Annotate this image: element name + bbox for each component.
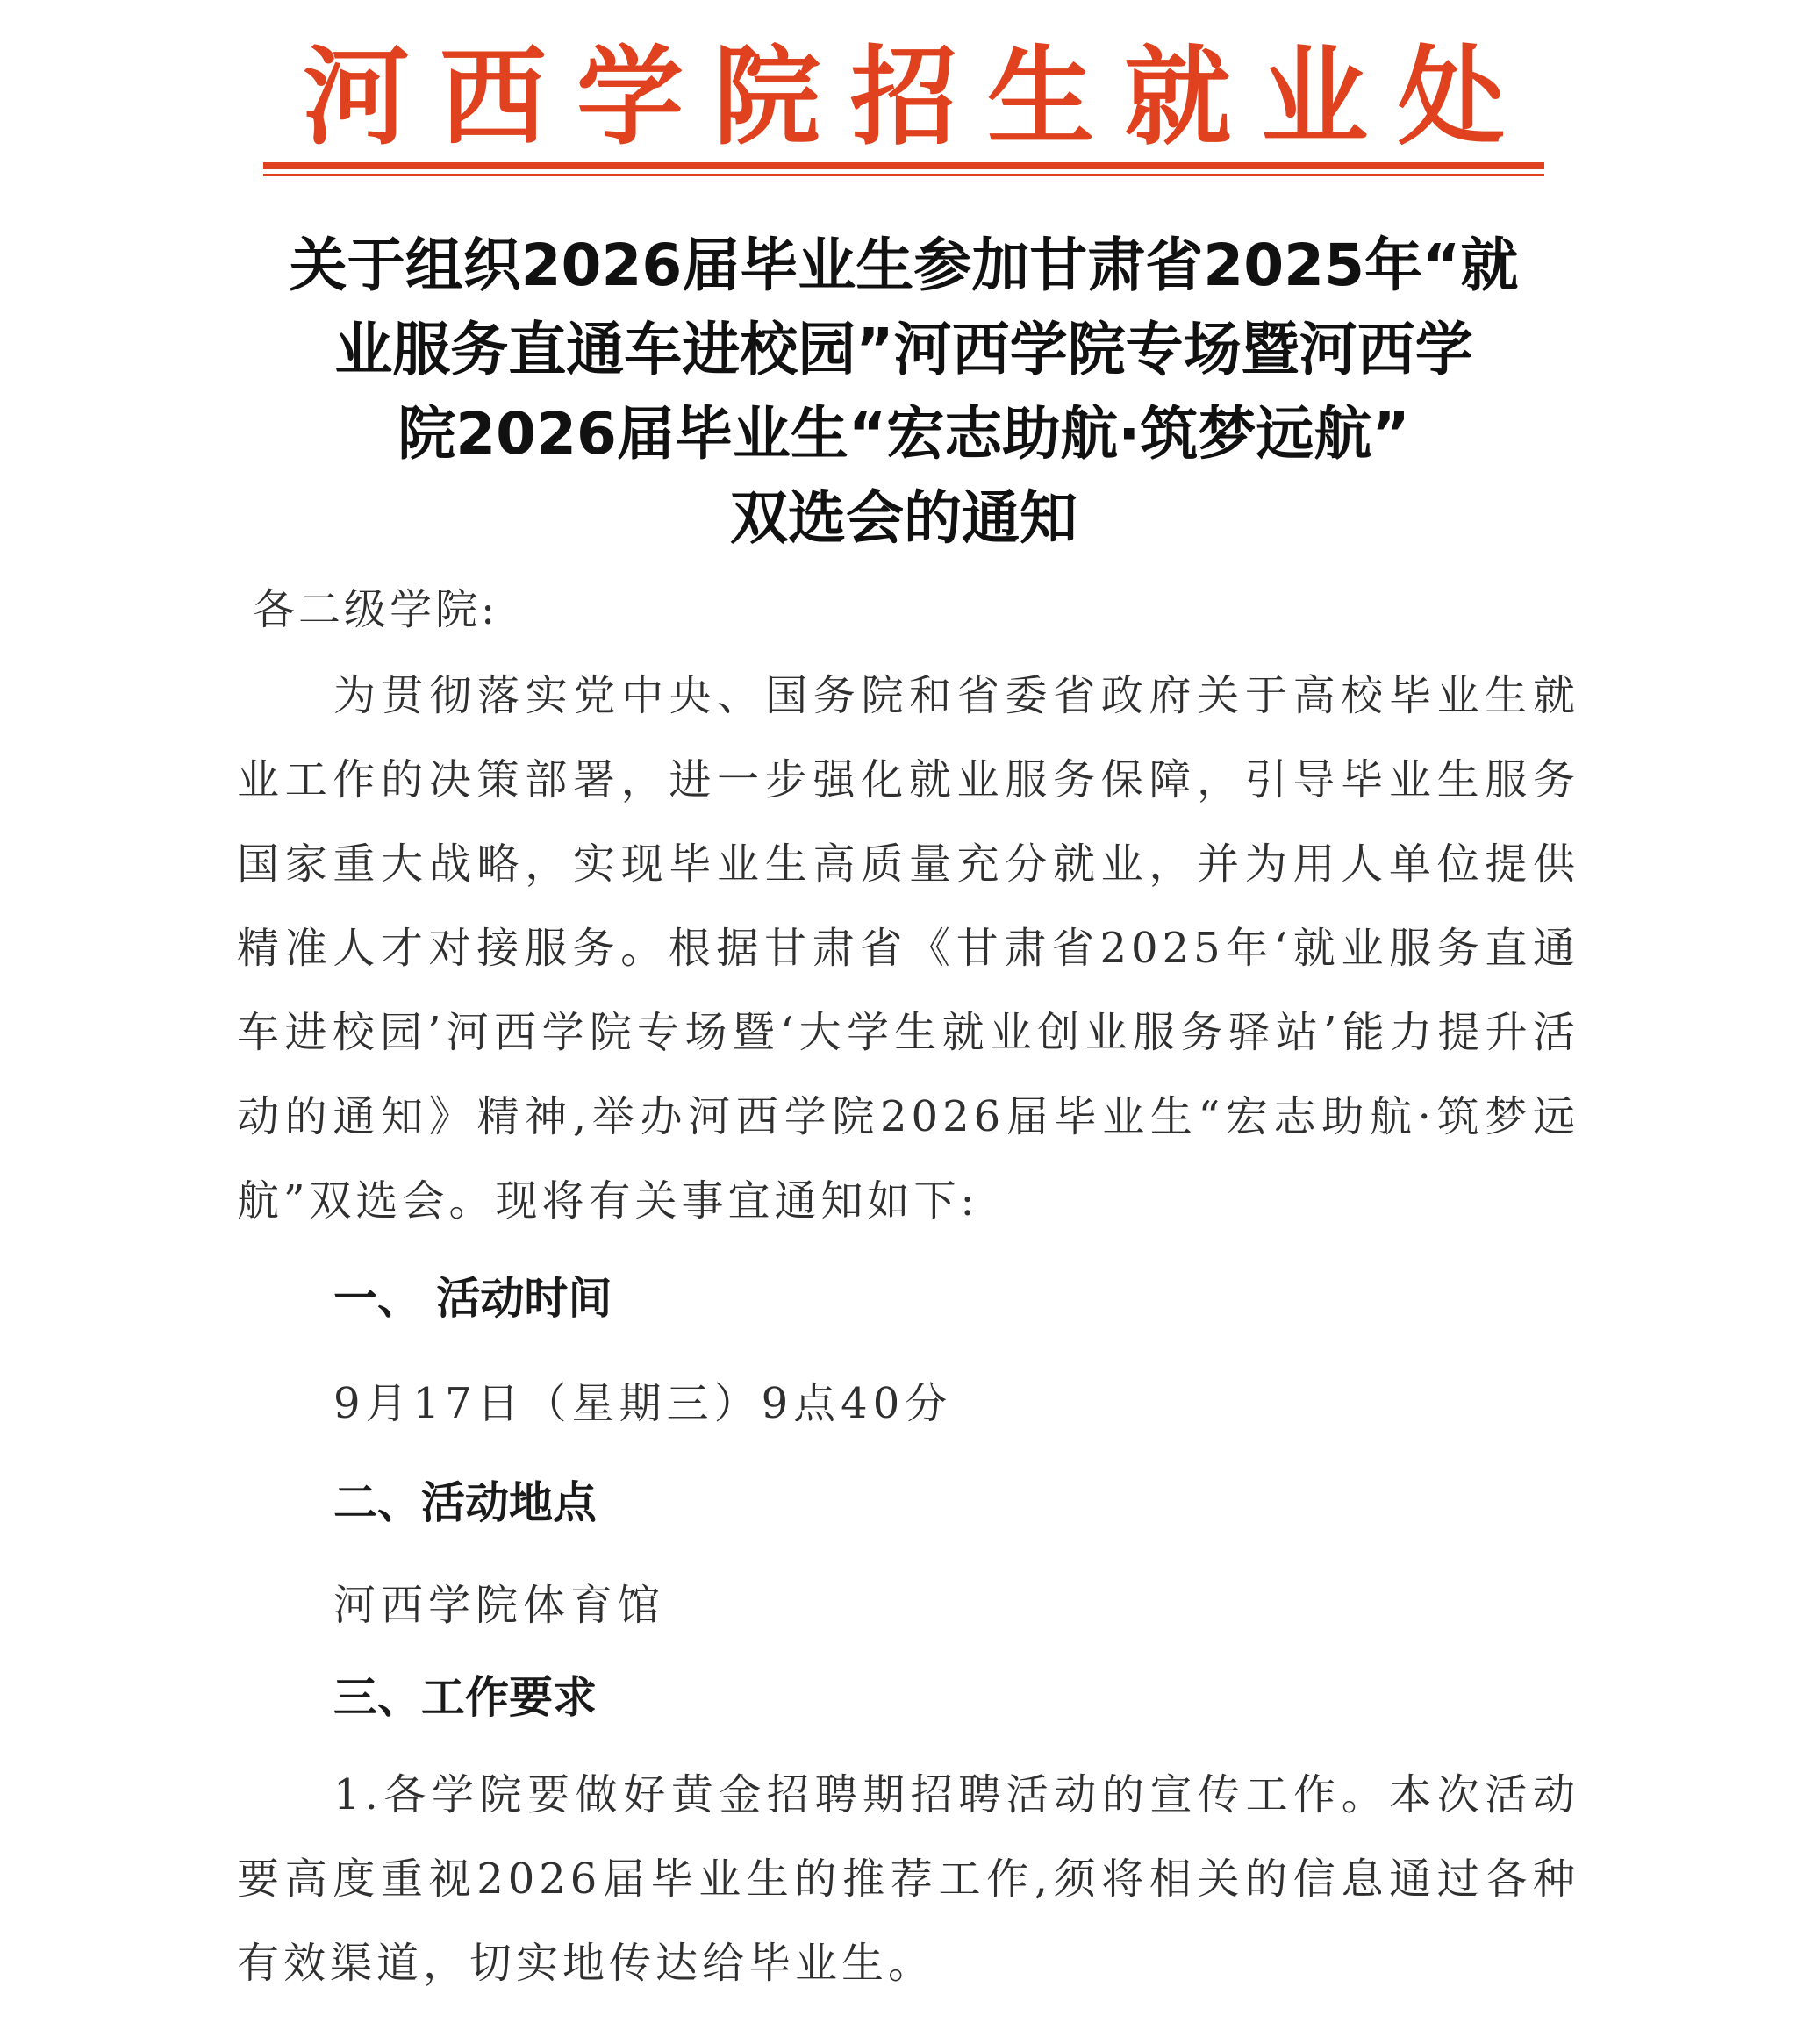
letterhead-org-name: 河西学院招生就业处 xyxy=(303,33,1535,160)
event-time: 9月17日（星期三）9点40分 xyxy=(333,1379,953,1428)
section-heading-requirements: 三、工作要求 xyxy=(333,1672,597,1723)
event-location: 河西学院体育馆 xyxy=(333,1581,666,1630)
title-line-1: 关于组织2026届毕业生参加甘肃省2025年“就 xyxy=(289,232,1519,299)
requirement-paragraph-1: 1.各学院要做好黄金招聘期招聘活动的宣传工作。本次活动要高度重视2026届毕业生的推荐工作,须将相关的信息通过各种有效渠道，切实地传达给毕业生。 xyxy=(237,1770,1579,1988)
letterhead xyxy=(263,35,1544,175)
section-heading-location: 二、活动地点 xyxy=(333,1477,597,1528)
letterhead-rule-thick xyxy=(263,162,1544,169)
title-line-3: 院2026届毕业生“宏志助航·筑梦远航” xyxy=(397,400,1410,468)
section-heading-time: 一、 活动时间 xyxy=(333,1273,612,1324)
intro-paragraph: 为贯彻落实党中央、国务院和省委省政府关于高校毕业生就业工作的决策部署，进一步强化就业服务保障，引导毕业生服务国家重大战略，实现毕业生高质量充分就业，并为用人单位提供精准人才对接服务。根据甘肃省《甘肃省2025年‘就业服务直通车进校园’河西学院专场暨‘大学生就业创业服务驿站’能力提升活动的通知》精神,举办河西学院2026届毕业生“宏志助航·筑梦远航”双选会。现将有关事宜通知如下: xyxy=(237,671,1579,1226)
letterhead-rule-thin xyxy=(263,174,1544,176)
addressee: 各二级学院: xyxy=(253,585,499,634)
notice-title xyxy=(228,224,1579,561)
title-line-4: 双选会的通知 xyxy=(730,484,1077,552)
title-line-2: 业服务直通车进校园”河西学院专场暨河西学 xyxy=(334,316,1473,383)
